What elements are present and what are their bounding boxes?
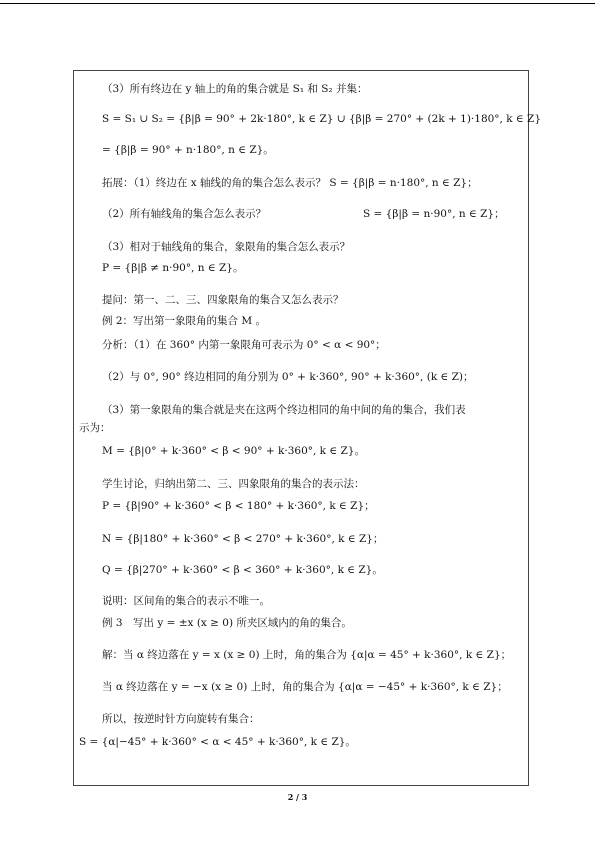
text-line: 示为： xyxy=(79,422,111,434)
text-line: S = {α|−45° + k·360° < α < 45° + k·360°, k ∈ Z}。 xyxy=(79,736,356,748)
text-line: （3）第一象限角的集合就是夹在这两个终边相同的角中间的角的集合，我们表 xyxy=(102,404,466,416)
text-line: 说明：区间角的集合的表示不唯一。 xyxy=(102,595,270,607)
text-line: 例 2：写出第一象限角的集合 M 。 xyxy=(102,315,266,327)
top-rule xyxy=(0,3,595,4)
text-line: 分析：（1）在 360° 内第一象限角可表示为 0° < α < 90°； xyxy=(102,339,386,351)
page-number: 2 / 3 xyxy=(287,792,308,802)
text-line: S = {β|β = n·90°, n ∈ Z}； xyxy=(363,208,505,220)
text-line: P = {β|90° + k·360° < β < 180° + k·360°, k ∈ Z}； xyxy=(102,500,375,512)
text-line: 提问：第一、二、三、四象限角的集合又怎么表示？ xyxy=(102,294,344,306)
text-line: （2）所有轴线角的集合怎么表示？ xyxy=(102,208,267,220)
text-line: （2）与 0°, 90° 终边相同的角分别为 0° + k·360°, 90° + k·360°, (k ∈ Z)； xyxy=(102,371,474,383)
text-line: 拓展：（1）终边在 x 轴线的角的集合怎么表示？ S = {β|β = n·180°, n ∈ Z}； xyxy=(102,177,478,189)
text-line: 当 α 终边落在 y = −x (x ≥ 0) 上时，角的集合为 {α|α = −45° + k·360°, k ∈ Z}； xyxy=(102,681,508,693)
text-line: S = S₁ ∪ S₂ = {β|β = 90° + 2k·180°, k ∈ Z} ∪ {β|β = 270° + (2k + 1)·180°, k ∈ Z} xyxy=(102,113,542,125)
text-line: 例 3 写出 y = ±x (x ≥ 0) 所夹区域内的角的集合。 xyxy=(102,617,352,629)
text-line: （3）所有终边在 y 轴上的角的集合就是 S₁ 和 S₂ 并集： xyxy=(102,83,368,95)
text-line: Q = {β|270° + k·360° < β < 360° + k·360°, k ∈ Z}。 xyxy=(102,564,383,576)
text-line: N = {β|180° + k·360° < β < 270° + k·360°, k ∈ Z}； xyxy=(102,533,384,545)
text-line: M = {β|0° + k·360° < β < 90° + k·360°, k ∈ Z}。 xyxy=(102,445,365,457)
text-line: 解：当 α 终边落在 y = x (x ≥ 0) 上时，角的集合为 {α|α = 45° + k·360°, k ∈ Z}； xyxy=(102,649,512,661)
text-line: P = {β|β ≠ n·90°, n ∈ Z}。 xyxy=(102,262,244,274)
text-line: 所以，按逆时针方向旋转有集合： xyxy=(102,713,260,725)
text-line: （3）相对于轴线角的集合，象限角的集合怎么表示？ xyxy=(102,241,351,253)
text-line: 学生讨论，归纳出第二、三、四象限角的集合的表示法： xyxy=(102,478,365,490)
text-line: = {β|β = 90° + n·180°, n ∈ Z}。 xyxy=(102,144,274,156)
